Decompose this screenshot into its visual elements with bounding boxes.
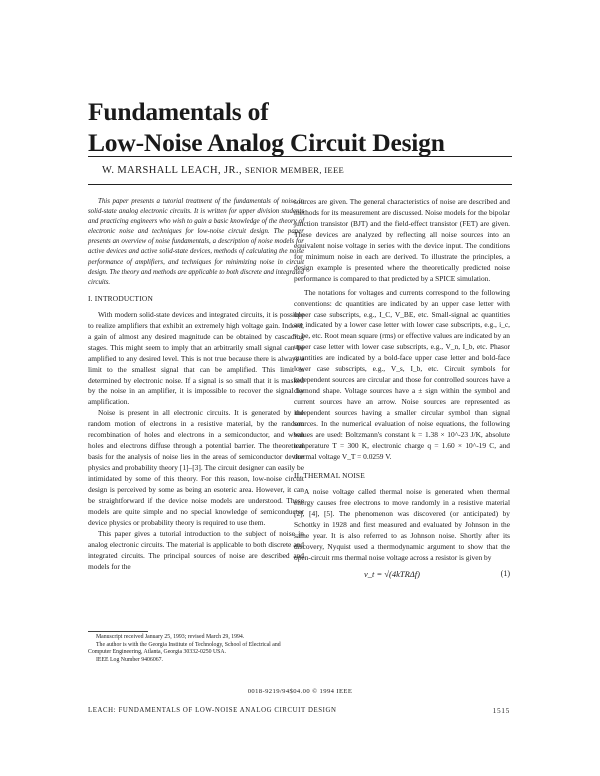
footnote: [88, 634, 293, 664]
equation-1: [294, 566, 510, 586]
left-column: [88, 197, 304, 573]
section-1-paragraph: This paper gives a tutorial introduction to the subject of noise in analog electronic circuits. The material is applicable to both discrete and integrated circuits. The principal sources of noise are described and models for the: [88, 528, 304, 571]
abstract: This paper presents a tutorial treatment of the fundamentals of noise in solid-state analog electronic circuits. It is written for upper division students and practicing engineers who wish to gain a basic knowledge of the theory of electronic noise and techniques for low-noise circuit design. The paper presents an overview of noise fundamentals, a description of noise models for active devices and active solid-state devices, methods of calculating the noise performance of amplifiers, and techniques for minimizing noise in circuit design. The theory and methods are applicable to both discrete and integrated circuits.: [88, 198, 304, 286]
section-2-heading: II. THERMAL NOISE: [294, 470, 365, 480]
equation-number: (1): [500, 568, 510, 578]
title-rule-top: [88, 156, 512, 157]
author-line: [102, 165, 344, 176]
author-name: W. MARSHALL LEACH, JR.,: [102, 165, 242, 176]
title-line-1: Fundamentals of: [88, 97, 269, 126]
equation-expression: v_t = √(4kTRΔf): [364, 568, 420, 579]
section-1-paragraph: With modern solid-state devices and integrated circuits, it is possible to realize amplifiers that exhibit an extremely high voltage gain. Indeed, a gain of almost any desired magnitude can be obtained by cascading stages. This might seem to imply that an arbitrarily small signal can be amplified to any desired level. This is not true because there is always a limit to the smallest signal that can be amplified. This limit is determined by electronic noise. If a signal is so small that it is masked by the noise in an amplifier, it is impossible to recover the signal by amplification.: [88, 309, 304, 407]
running-head: LEACH: FUNDAMENTALS OF LOW-NOISE ANALOG CIRCUIT DESIGN: [88, 707, 337, 714]
title-line-2: Low-Noise Analog Circuit Design: [88, 128, 445, 157]
footnote-line: IEEE Log Number 9406067.: [96, 656, 163, 663]
body-paragraph: sources are given. The general characteristics of noise are described and methods for its measurement are discussed. Noise models for the bipolar junction transistor (BJT) and the field-effect transistor (FET) are given. These devices are analyzed by reflecting all noise sources into an equivalent noise voltage in series with the device input. The conditions for minimum noise in each are derived. To illustrate the principles, a design example is presented where the theoretically predicted noise performance is compared to that predicted by a SPICE simulation.: [294, 197, 510, 283]
section-1-paragraph: Noise is present in all electronic circuits. It is generated by the random motion of electrons in a resistive material, by the random recombination of holes and electrons in a semiconductor, and when holes and electrons diffuse through a potential barrier. The theoretical basis for the analysis of noise lies in the areas of semiconductor device physics and probability theory [1]–[3]. The circuit designer can easily be intimidated by some of this theory. For this reason, low-noise circuit design is perceived by some as being an esoteric area. However, it can be straightforward if the device noise models are understood. These models are quite simple and no special knowledge of semiconductor device physics or probability theory is required to use them.: [88, 408, 304, 527]
page-number: 1515: [492, 707, 510, 715]
author-affiliation: SENIOR MEMBER, IEEE: [245, 165, 345, 175]
body-paragraph: The notations for voltages and currents correspond to the following conventions: dc quantities are indicated by an upper case letter with upper case subscripts, e.g., I_C, V_BE, etc. Small-signal ac quantities are indicated by a lower case letter with lower case subscripts, e.g., i_c, v_be, etc. Root mean square (rms) or effective values are indicated by an upper case letter with lower case subscripts, e.g., V_n, I_b, etc. Phasor quantities are indicated by a bold-face upper case letter and bold-face lower case subscripts, e.g., V_s, I_b, etc. Circuit symbols for independent sources are circular and those for controlled sources have a diamond shape. Voltage sources have a ± sign within the symbol and current sources have an arrow. Noise sources are represented as independent sources having a smaller circular symbol than signal sources. In the numerical evaluation of noise equations, the following values are used: Boltzmann's constant k = 1.38 × 10^-23 J/K, absolute temperature T = 300 K, electronic charge q = 1.60 × 10^-19 C, and thermal voltage V_T = 0.0259 V.: [294, 287, 510, 461]
title-rule-bottom: [88, 184, 512, 185]
right-column: [294, 197, 510, 586]
footnote-rule: [88, 631, 148, 632]
paper-title: [88, 96, 445, 158]
section-1-heading: I. INTRODUCTION: [88, 293, 153, 303]
footnote-line: The author is with the Georgia Institute of Technology, School of Electrical and Computer Engineering, Atlanta, Georgia 30332-0250 USA.: [88, 641, 281, 656]
footnote-line: Manuscript received January 25, 1993; revised March 29, 1994.: [96, 634, 245, 640]
copyright-line: 0018-9219/94$04.00 © 1994 IEEE: [247, 688, 353, 695]
section-2-paragraph: A noise voltage called thermal noise is generated when thermal energy causes free electrons to move randomly in a resistive material [2], [4], [5]. The phenomenon was discovered (or anticipated) by Schottky in 1928 and first measured and evaluated by Johnson in the same year. It is also referred to as Johnson noise. Shortly after its discovery, Nyquist used a thermodynamic argument to show that the open-circuit rms thermal noise voltage across a resistor is given by: [294, 486, 510, 562]
